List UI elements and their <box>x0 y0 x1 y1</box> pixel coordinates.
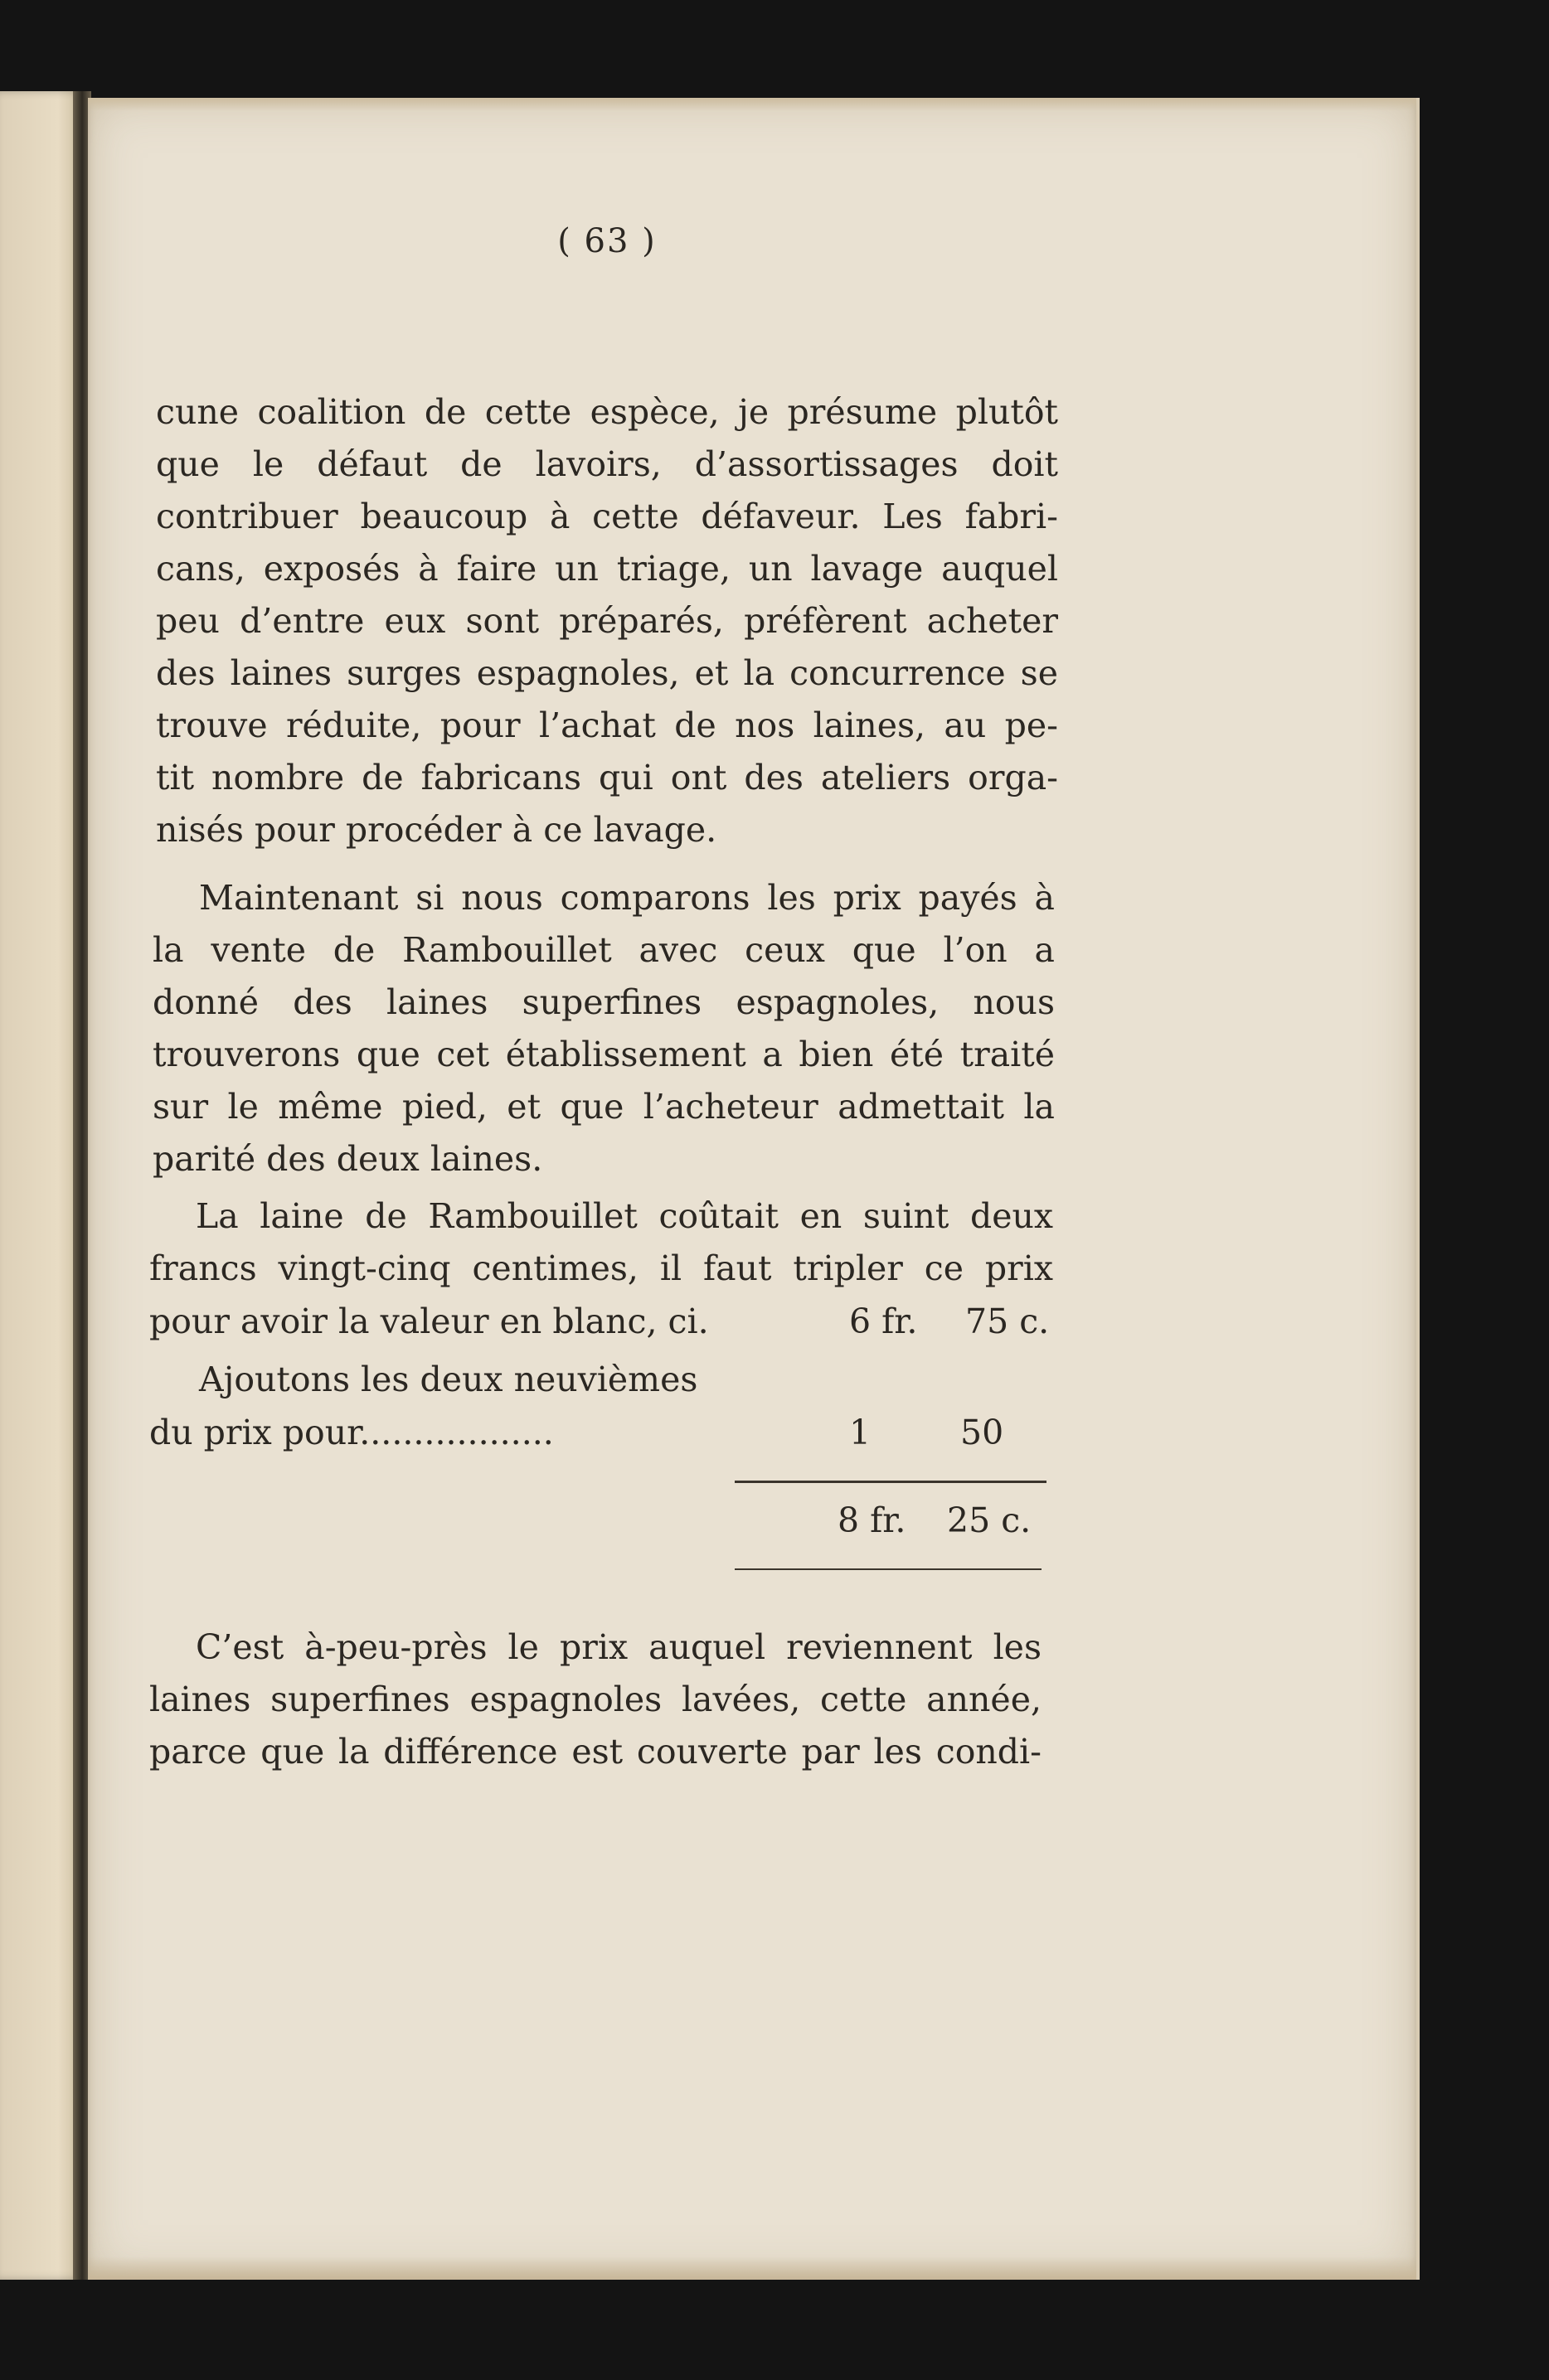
paragraph-2 <box>153 872 1055 1185</box>
paragraph-line: La laine de Rambouillet coûtait en suint deux <box>196 1196 1053 1236</box>
paragraph-3 <box>149 1190 1053 1295</box>
calc-row-2-label-a: Ajoutons les deux neuvièmes <box>199 1360 698 1399</box>
paragraph-line: parité des deux laines. <box>153 1139 543 1179</box>
paragraph-line: des laines surges espagnoles, et la concurrence se <box>156 653 1058 693</box>
paragraph-line: laines superfines espagnoles lavées, cette année, <box>149 1680 1042 1719</box>
paragraph-line: contribuer beaucoup à cette défaveur. Les fabri- <box>156 497 1058 536</box>
paragraph-line: C’est à-peu-près le prix auquel reviennent les <box>196 1627 1042 1667</box>
calc-row-2-label-b: du prix pour.................. <box>149 1413 554 1452</box>
paragraph-4 <box>149 1621 1042 1778</box>
paragraph-line: trouve réduite, pour l’achat de nos laines, au pe- <box>156 705 1058 745</box>
paragraph-line: nisés pour procéder à ce lavage. <box>156 810 717 850</box>
paragraph-line: trouverons que cet établissement a bien été traité <box>153 1035 1055 1074</box>
paragraph-line: la vente de Rambouillet avec ceux que l’on a <box>153 930 1055 970</box>
calc-row-2-centimes: 50 <box>960 1413 1004 1452</box>
total-rule <box>735 1568 1042 1570</box>
calc-total-francs: 8 fr. <box>838 1500 906 1540</box>
sum-rule <box>735 1481 1046 1483</box>
left-page-edge <box>0 91 83 2280</box>
paragraph-line: francs vingt-cinq centimes, il faut tripler ce prix <box>149 1248 1053 1288</box>
paragraph-line: sur le même pied, et que l’acheteur admettait la <box>153 1087 1055 1127</box>
paragraph-line: peu d’entre eux sont préparés, préfèrent acheter <box>156 601 1058 641</box>
paragraph-line: Maintenant si nous comparons les prix payés à <box>199 878 1055 918</box>
paragraph-line: cans, exposés à faire un triage, un lavage auquel <box>156 549 1058 589</box>
paragraph-line: parce que la différence est couverte par les condi- <box>149 1732 1042 1772</box>
calc-total-centimes: 25 c. <box>947 1500 1032 1540</box>
calc-row-1-francs: 6 fr. <box>849 1301 918 1341</box>
paragraph-line: donné des laines superfines espagnoles, nous <box>153 982 1055 1022</box>
paragraph-line: que le défaut de lavoirs, d’assortissages doit <box>156 444 1058 484</box>
paragraph-line: tit nombre de fabricans qui ont des ateliers orga- <box>156 758 1058 797</box>
paragraph-line: cune coalition de cette espèce, je présume plutôt <box>156 392 1058 432</box>
page-number: ( 63 ) <box>557 222 657 260</box>
calc-row-2-francs: 1 <box>849 1413 872 1452</box>
paragraph-1 <box>156 386 1058 856</box>
calc-row-1-centimes: 75 c. <box>965 1301 1050 1341</box>
calc-row-1-label: pour avoir la valeur en blanc, ci. <box>149 1301 709 1341</box>
